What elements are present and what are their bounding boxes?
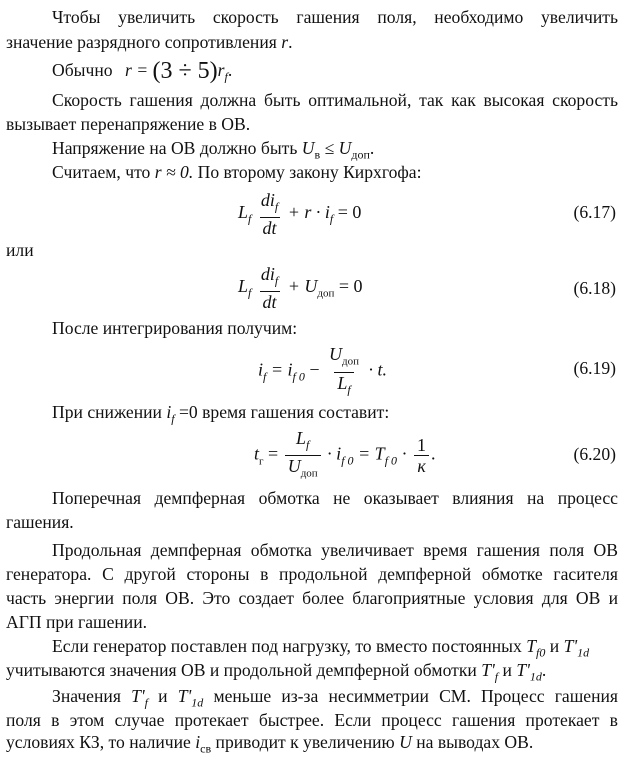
paragraph-line [52,486,618,510]
variable-i: i [195,732,201,752]
eq-term: · [401,443,408,464]
text: Поперечная демпферная обмотка не оказывает влияния на процесс [52,488,618,508]
paragraph-line [52,58,618,89]
eq-term: = 0 [337,201,362,222]
text: генератора. С другой стороны в продольной демпферной обмотке гасителя [6,564,618,584]
eq-term: L [238,275,249,296]
eq-term: di [260,190,275,210]
variable-t: T [526,636,536,656]
subscript: f 0 [384,453,398,468]
equation-number: (6.18) [573,278,616,298]
paragraph-line [6,30,618,54]
paragraph-line [52,5,618,29]
text: Значения [52,686,121,706]
eq-term: L [238,201,249,222]
text: После интегрирования получим: [52,318,298,338]
text: учитываются значения ОВ и продольной демпферной обмотки [6,660,477,680]
text: и [502,660,512,680]
fraction [414,435,429,476]
text: . [369,138,375,158]
text: Продольная демпферная обмотка увеличивает время гашения поля ОВ [52,540,618,560]
subscript: доп [317,287,335,300]
eq-term: t [254,443,260,464]
variable-u: U [338,138,352,158]
text: приводит к увеличению [215,732,395,752]
equation-number: (6.17) [573,202,616,222]
text: . [541,660,547,680]
equation-6-18 [238,264,363,316]
fraction [326,344,362,399]
formula-rf: r [217,60,225,80]
subscript: f 0 [292,369,305,384]
variable-t: T' [563,636,578,656]
formula-r: r = [124,60,149,80]
subscript: доп [351,147,370,162]
variable-t: T' [481,660,495,680]
text: Чтобы увеличить скорость гашения поля, необходимо увеличить [52,7,618,27]
symbol-le: ≤ [324,138,335,158]
equation-number: (6.19) [573,358,616,378]
paragraph-line [6,562,618,586]
subscript: г [259,455,264,468]
subscript: f [263,369,267,384]
equation-number: (6.20) [573,444,616,464]
paragraph-line [52,88,618,112]
subscript: f [329,211,334,226]
subscript: f0 [535,645,546,660]
text: вызывает перенапряжение в ОВ. [6,114,251,134]
equation-6-20 [254,428,436,480]
subscript: f [248,285,252,300]
text: =0 время гашения составит: [178,402,390,422]
text: АГП при гашении. [6,612,148,632]
subscript: f [274,199,279,214]
subscript: f [274,273,279,288]
eq-term: U [329,344,343,364]
eq-term: dt [260,217,280,238]
paragraph-line [52,160,618,184]
eq-term: di [260,264,275,284]
text: При снижении [52,402,162,422]
formula-r-approx: r ≈ 0. [154,162,194,182]
variable-t: T' [516,660,530,680]
variable-t: T' [131,686,145,706]
text: условиях КЗ, то наличие [6,732,191,752]
text: . [227,60,233,80]
fraction [258,190,281,238]
eq-term: + U [287,275,318,296]
variable-i: i [166,402,172,422]
equation-6-17 [238,190,361,242]
subscript: f [248,211,252,226]
subscript: 1d [577,645,590,660]
subscript: доп [300,467,318,480]
subscript: f 0 [341,453,354,468]
variable-r: r [281,32,289,52]
paragraph-line [52,316,618,340]
paragraph-line [6,238,618,262]
fraction [285,428,321,483]
variable-u: U [301,138,315,158]
variable-u: U [399,732,412,752]
equation-6-19 [258,344,387,396]
paragraph-line [6,730,618,761]
eq-term: . [431,443,436,464]
subscript: в [314,147,321,162]
text: Считаем, что [52,162,151,182]
subscript: f [224,69,228,84]
text: часть энергии поля ОВ. Это создает более благоприятные условия для ОВ и [6,588,618,608]
text: на выводах ОВ. [416,732,534,752]
text: меньше из-за несимметрии СМ. Процесс гашения [213,686,619,706]
subscript: f [171,411,175,426]
eq-term: − [309,359,320,380]
text: гашения. [6,512,74,532]
paragraph-line [6,610,618,634]
eq-term: L [337,372,348,393]
text: или [6,240,34,260]
subscript: 1d [529,669,542,684]
eq-term: = 0 [338,275,363,296]
text: Если генератор поставлен под нагрузку, то вместо постоянных [52,636,522,656]
text: поля в этом случае протекает быстрее. Если процесс гашения протекает в [6,710,618,730]
text: и [158,686,168,706]
formula-range: (3 ÷ 5) [152,58,218,84]
text: Обычно [52,60,113,80]
text: . [288,32,293,52]
subscript: доп [342,355,359,368]
paragraph-line [6,112,618,136]
text: По второму закону Кирхгофа: [197,162,422,182]
text: Напряжение на ОВ должно быть [52,138,298,158]
eq-term: + r · i [287,201,330,222]
eq-term: i [258,359,264,380]
eq-term: · t. [368,359,388,380]
subscript: 1d [191,695,204,710]
paragraph-line [52,538,618,562]
eq-term: = [268,443,279,464]
eq-term: L [296,428,307,448]
eq-term: 1 [417,435,427,456]
subscript: f [347,382,351,397]
eq-term: = i [270,359,293,380]
variable-t: T' [177,686,192,706]
eq-term: dt [260,291,280,312]
subscript: f [494,669,499,684]
subscript: f [306,437,310,452]
eq-term: U [287,455,301,476]
paragraph-line [6,510,618,534]
text: значение разрядного сопротивления [6,32,277,52]
subscript: св [200,741,212,756]
eq-term: = T [358,443,385,464]
text: и [549,636,560,656]
paragraph-line [52,400,618,431]
fraction [258,264,281,312]
eq-term: к [414,455,428,476]
eq-term: · i [327,443,342,464]
subscript: f [144,695,148,710]
text: Скорость гашения должна быть оптимальной, так как высокая скорость [52,90,618,110]
paragraph-line [6,586,618,610]
paragraph-line [6,708,618,732]
